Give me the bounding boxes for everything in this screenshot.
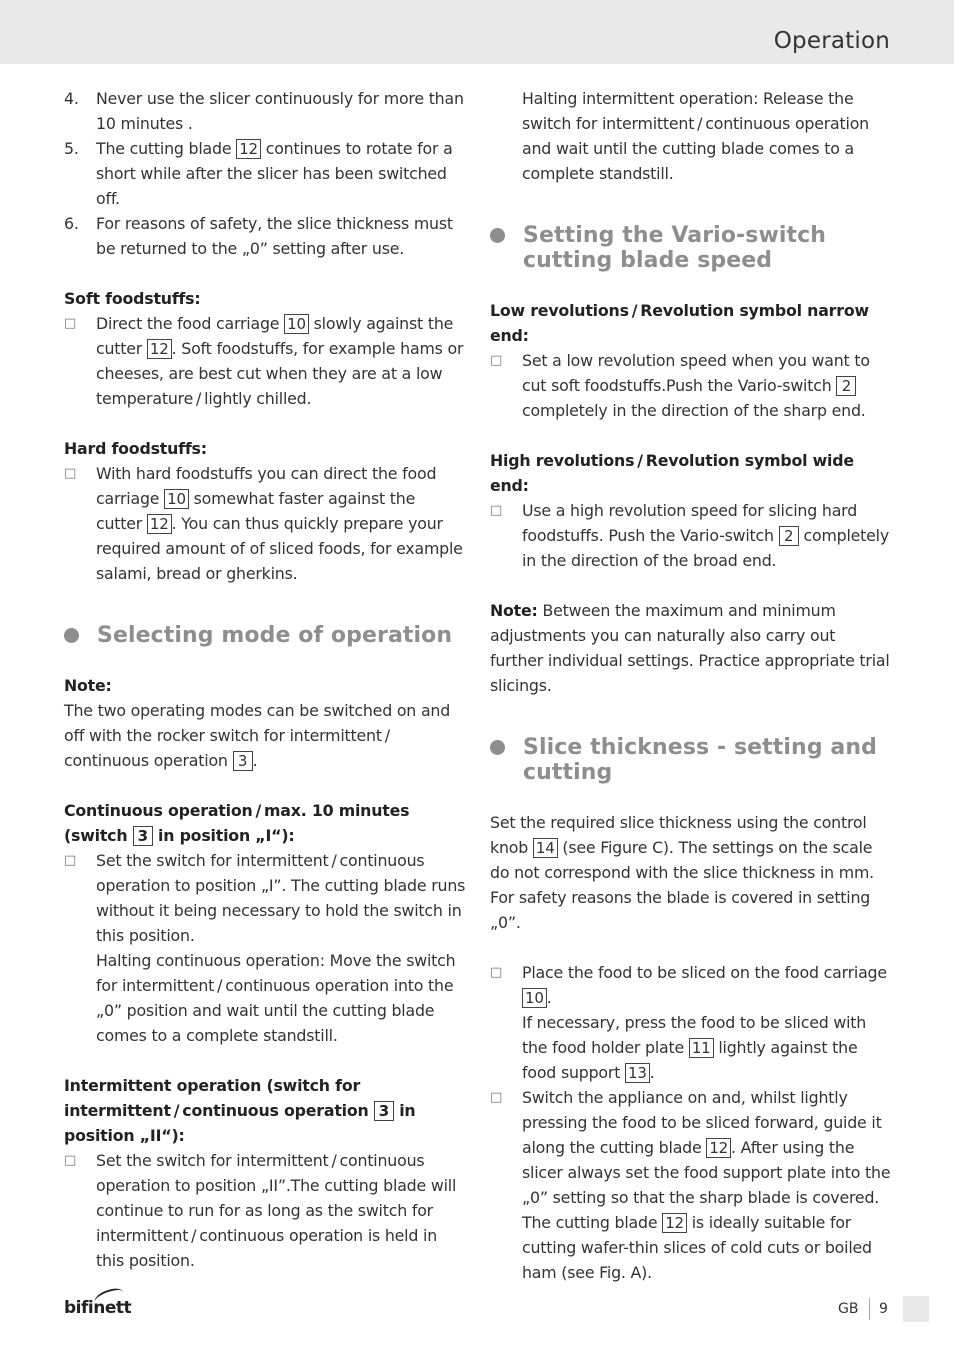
list-text: The cutting blade 12 continues to rotate for a short while after the slicer has been switched off. xyxy=(96,139,453,208)
square-bullet-icon: □ xyxy=(490,503,503,518)
list-number: 4. xyxy=(64,89,79,108)
square-bullet-icon: □ xyxy=(64,316,77,331)
continuous-heading: Continuous operation / max. 10 minutes (switch 3 in position „I“): xyxy=(64,801,410,845)
list-item xyxy=(64,211,466,261)
part-ref: 12 xyxy=(236,139,261,159)
list-number: 6. xyxy=(64,214,79,233)
note-label: Note: xyxy=(64,676,112,695)
list-item: □ Use a high revolution speed for slicing hard foodstuffs. Push the Vario-switch 2 completely in the direction of the broad end. xyxy=(490,498,892,573)
part-ref: 10 xyxy=(164,489,189,509)
part-ref: 12 xyxy=(147,339,172,359)
section-heading-mode: Selecting mode of operation xyxy=(64,623,466,648)
list-item: □ Place the food to be sliced on the food carriage 10 . If necessary, press the food to be sliced with the food holder plate 11 lightly against the food support 13 . xyxy=(490,960,892,1085)
square-bullet-icon: □ xyxy=(490,1090,503,1105)
part-ref: 13 xyxy=(625,1063,650,1083)
part-ref: 3 xyxy=(133,826,153,846)
part-ref: 2 xyxy=(836,376,856,396)
part-ref: 10 xyxy=(284,314,309,334)
section-heading-vario: Setting the Vario-switch cutting blade speed xyxy=(490,223,892,273)
square-bullet-icon: □ xyxy=(64,466,77,481)
part-ref: 12 xyxy=(147,514,172,534)
language-code: GB xyxy=(838,1301,859,1317)
list-item xyxy=(64,136,466,211)
section-heading-slice: Slice thickness - setting and cutting xyxy=(490,735,892,785)
filled-circle-icon xyxy=(490,228,505,243)
list-item: Halting intermittent operation: Release the switch for intermittent / continuous operation and wait until the cutting blade comes to a complete standstill. xyxy=(522,89,869,183)
footer-tab xyxy=(903,1296,929,1322)
part-ref: 3 xyxy=(233,751,253,771)
part-ref: 2 xyxy=(779,526,799,546)
list-item: □ Switch the appliance on and, whilst lightly pressing the food to be sliced forward, guide it along the cutting blade 12 . After using the slicer always set the food support plate into the „0” setting so that the sharp blade is covered. The cutting blade 12 is ideally suitable for cutting wafer-thin slices of cold cuts or boiled ham (see Fig. A). xyxy=(490,1085,892,1285)
part-ref: 12 xyxy=(662,1213,687,1233)
list-item: □ Direct the food carriage 10 slowly against the cutter 12 . Soft foodstuffs, for example hams or cheeses, are best cut when they are at a low temperature / lightly chilled. xyxy=(64,311,466,411)
soft-heading: Soft foodstuffs: xyxy=(64,289,201,308)
square-bullet-icon: □ xyxy=(490,353,503,368)
list-item: □ Set the switch for intermittent / continuous operation to position „II”.The cutting blade will continue to run for as long as the switch for intermittent / continuous operation is held in this position. xyxy=(64,1148,466,1273)
slice-intro: Set the required slice thickness using the control knob 14 (see Figure C). The settings on the scale do not correspond with the slice thickness in mm. For safety reasons the blade is covered in setting „0”. xyxy=(490,813,874,932)
left-column xyxy=(64,86,466,1273)
hard-heading: Hard foodstuffs: xyxy=(64,439,207,458)
square-bullet-icon: □ xyxy=(64,853,77,868)
part-ref: 3 xyxy=(374,1101,394,1121)
list-text: For reasons of safety, the slice thickness must be returned to the „0” setting after use. xyxy=(96,214,453,258)
page-number: 9 xyxy=(879,1301,888,1317)
list-text: Never use the slicer continuously for more than 10 minutes . xyxy=(96,89,464,133)
part-ref: 14 xyxy=(533,838,558,858)
low-rev-heading: Low revolutions / Revolution symbol narrow end: xyxy=(490,301,869,345)
high-rev-heading: High revolutions / Revolution symbol wide end: xyxy=(490,451,854,495)
list-item: □ Set the switch for intermittent / continuous operation to position „I”. The cutting blade runs without it being necessary to hold the switch in this position. Halting continuous operation: Move the switch for intermittent / continuous operation into the „0” position and wait until the cutting blade comes to a complete standstill. xyxy=(64,848,466,1048)
list-number: 5. xyxy=(64,139,79,158)
vario-note: Note: Between the maximum and minimum adjustments you can naturally also carry out further individual settings. Practice appropriate trial slicings. xyxy=(490,601,890,695)
part-ref: 10 xyxy=(522,988,547,1008)
brand-logo: bifinett xyxy=(64,1298,131,1318)
note-text: The two operating modes can be switched on and off with the rocker switch for intermittent / continuous operation 3 . xyxy=(64,701,451,770)
intermittent-heading: Intermittent operation (switch for intermittent / continuous operation 3 in position „II“): xyxy=(64,1076,416,1145)
footer-divider xyxy=(869,1298,870,1320)
list-item: □ Set a low revolution speed when you want to cut soft foodstuffs.Push the Vario-switch 2 completely in the direction of the sharp end. xyxy=(490,348,892,423)
list-item: □ With hard foodstuffs you can direct the food carriage 10 somewhat faster against the cutter 12 . You can thus quickly prepare your required amount of of sliced foods, for example salami, bread or gherkins. xyxy=(64,461,466,586)
filled-circle-icon xyxy=(490,740,505,755)
part-ref: 12 xyxy=(706,1138,731,1158)
square-bullet-icon: □ xyxy=(64,1153,77,1168)
part-ref: 11 xyxy=(689,1038,714,1058)
filled-circle-icon xyxy=(64,628,79,643)
list-item xyxy=(64,86,466,136)
square-bullet-icon: □ xyxy=(490,965,503,980)
page-title: Operation xyxy=(773,28,890,54)
right-column xyxy=(490,86,892,1285)
